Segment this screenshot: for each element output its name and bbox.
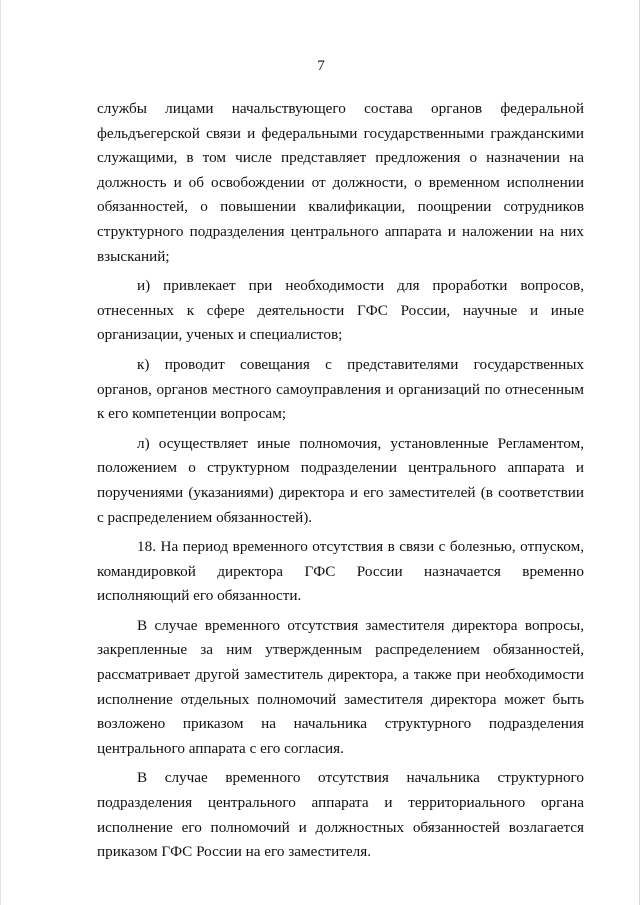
page-number: 7 [317,58,325,74]
paragraph-continuation: службы лицами начальствующего состава органов федеральной фельдъегерской связи и федеральными государственными гражданскими служащими, в том числе представляет предложения о назначении на должность и об освобождении от должности, о временном исполнении обязанностей, о повышении квалификации, поощрении сотрудников структурного подразделения центрального аппарата и наложении на них взысканий; [97,100,584,265]
document-body [97,97,584,870]
paragraph-item-i: и) привлекает при необходимости для проработки вопросов, отнесенных к сфере деятельности ГФС России, научные и иные организации, ученых и специалистов; [97,277,584,344]
paragraph-item-k: к) проводит совещания с представителями государственных органов, органов местного самоуправления и организаций по отнесенным к его компетенции вопросам; [97,355,584,423]
paragraph-clause-18: 18. На период временного отсутствия в связи с болезнью, отпуском, командировкой директора ГФС России назначается временно исполняющий его обязанности. [97,538,584,605]
paragraph-deputy-absence: В случае временного отсутствия заместителя директора вопросы, закрепленные за ним утвержденным распределением обязанностей, рассматривает другой заместитель директора, а также при необходимости исполнение отдельных полномочий заместителя директора может быть возложено приказом на начальника структурного подразделения центрального аппарата с его согласия. [97,616,584,757]
paragraph-item-l: л) осуществляет иные полномочия, установленные Регламентом, положением о структурном подразделении центрального аппарата и поручениями (указаниями) директора и его заместителей (в соответствии с распределением обязанностей). [97,434,584,526]
paragraph-head-absence: В случае временного отсутствия начальника структурного подразделения центрального аппарата и территориального органа исполнение его полномочий и должностных обязанностей возлагается приказом ГФС России на его заместителя. [97,769,584,861]
